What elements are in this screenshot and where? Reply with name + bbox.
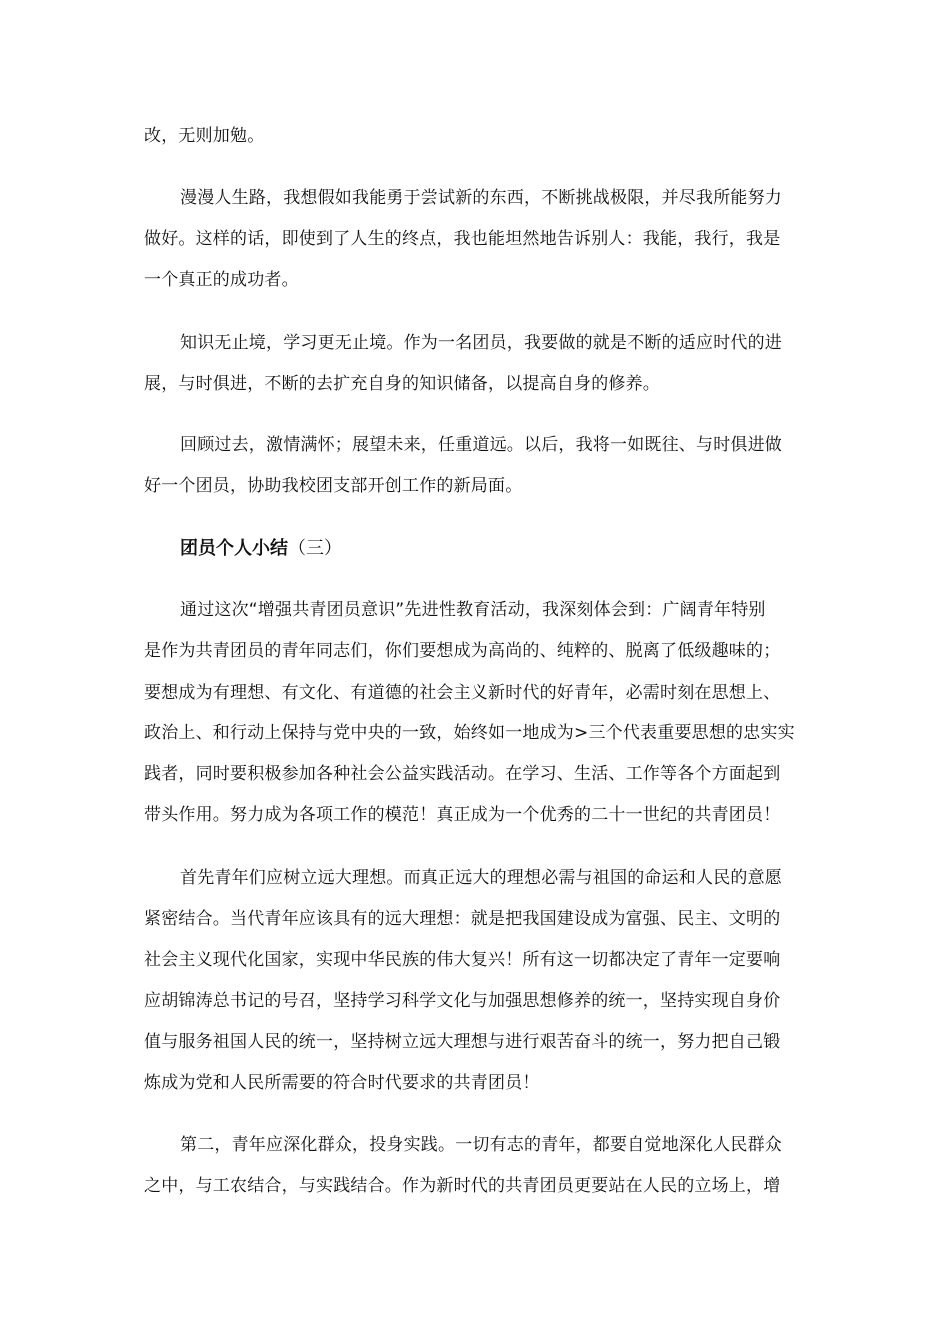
text-line: 好一个团员，协助我校团支部开创工作的新局面。 xyxy=(144,476,523,496)
text-line: 应胡锦涛总书记的号召，坚持学习科学文化与加强思想修养的统一，坚持实现自身价 xyxy=(144,991,781,1011)
text-line: 政治上、和行动上保持与党中央的一致，始终如一地成为>三个代表重要思想的忠实实 xyxy=(144,723,795,743)
text-line: 回顾过去，激情满怀；展望未来，任重道远。以后，我将一如既往、与时俱进做 xyxy=(180,435,782,455)
text-line: 践者，同时要积极参加各种社会公益实践活动。在学习、生活、工作等各个方面起到 xyxy=(144,764,781,784)
text-line: 带头作用。努力成为各项工作的模范！真正成为一个优秀的二十一世纪的共青团员！ xyxy=(144,805,781,825)
text-line: 是作为共青团员的青年同志们，你们要想成为高尚的、纯粹的、脱离了低级趣味的； xyxy=(144,641,781,661)
text-line: 之中，与工农结合，与实践结合。作为新时代的共青团员更要站在人民的立场上，增 xyxy=(144,1176,781,1196)
text-line: 社会主义现代化国家，实现中华民族的伟大复兴！所有这一切都决定了青年一定要响 xyxy=(144,950,781,970)
section-heading-suffix: （三） xyxy=(288,538,342,559)
text-line: 要想成为有理想、有文化、有道德的社会主义新时代的好青年，必需时刻在思想上、 xyxy=(144,683,781,703)
section-heading-title: 团员个人小结 xyxy=(180,538,288,559)
text-line: 漫漫人生路，我想假如我能勇于尝试新的东西，不断挑战极限，并尽我所能努力 xyxy=(180,188,782,208)
text-line: 一个真正的成功者。 xyxy=(144,270,299,290)
text-line: 首先青年们应树立远大理想。而真正远大的理想必需与祖国的命运和人民的意愿 xyxy=(180,868,782,888)
text-line: 展，与时俱进，不断的去扩充自身的知识储备，以提高自身的修养。 xyxy=(144,374,660,394)
text-line: 紧密结合。当代青年应该具有的远大理想：就是把我国建设成为富强、民主、文明的 xyxy=(144,909,781,929)
text-line: 第二，青年应深化群众，投身实践。一切有志的青年，都要自觉地深化人民群众 xyxy=(180,1135,782,1155)
text-line: 炼成为党和人民所需要的符合时代要求的共青团员！ xyxy=(144,1073,540,1093)
text-line: 做好。这样的话，即使到了人生的终点，我也能坦然地告诉别人：我能，我行，我是 xyxy=(144,229,781,249)
text-line: 通过这次“增强共青团员意识”先进性教育活动，我深刻体会到：广阔青年特别 xyxy=(180,600,766,620)
text-line: 改，无则加勉。 xyxy=(144,126,265,146)
text-line: 值与服务祖国人民的统一，坚持树立远大理想与进行艰苦奋斗的统一，努力把自己锻 xyxy=(144,1032,781,1052)
section-heading xyxy=(180,537,342,561)
text-line: 知识无止境，学习更无止境。作为一名团员，我要做的就是不断的适应时代的进 xyxy=(180,333,782,353)
